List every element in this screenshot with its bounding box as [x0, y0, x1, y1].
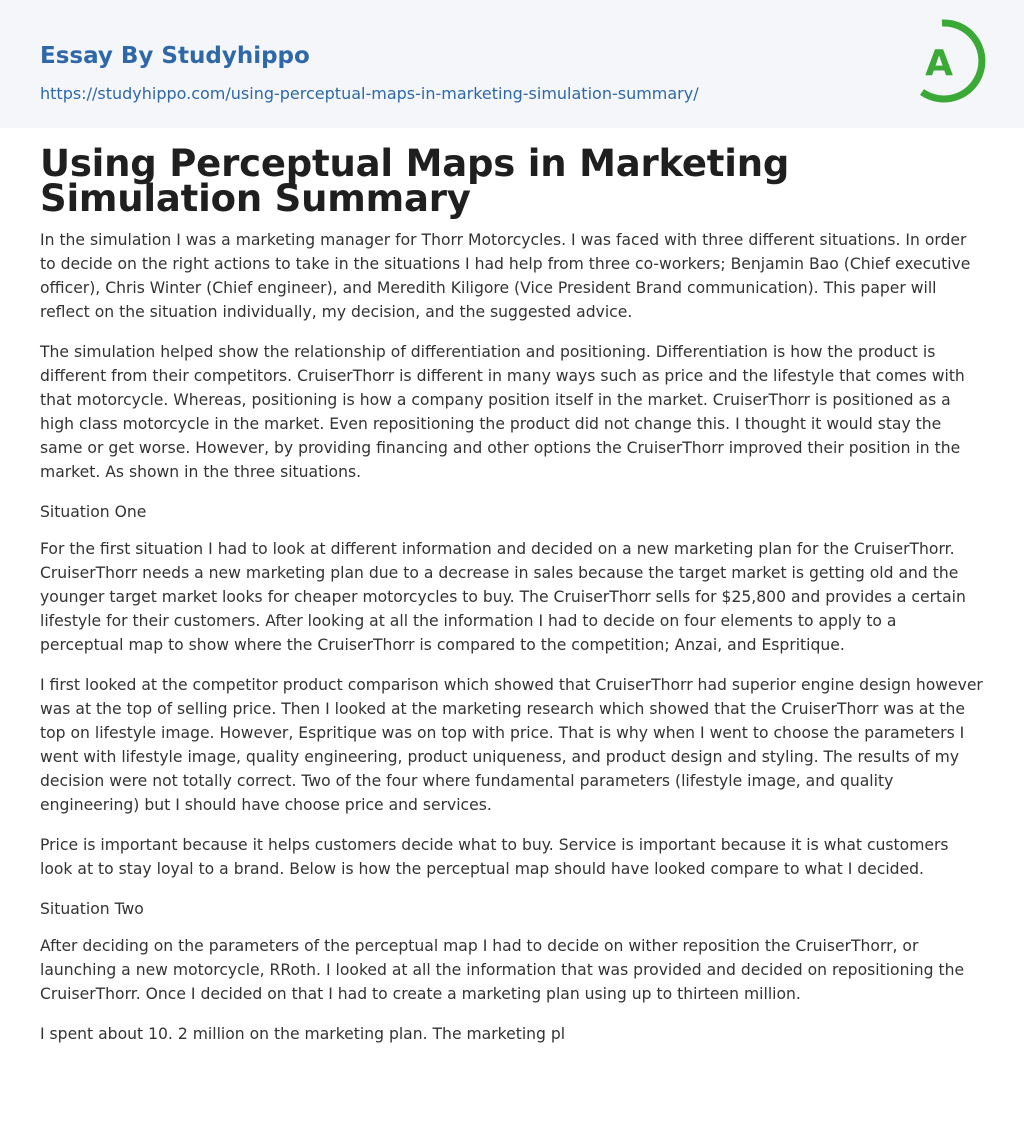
article: [0, 128, 1024, 1046]
paragraph: I spent about 10. 2 million on the marketing plan. The marketing pl: [40, 1025, 566, 1043]
logo-letter: A: [925, 43, 953, 84]
paragraph: Price is important because it helps customers decide what to buy. Service is important because it is what customers look at to stay loyal to a brand. Below is how the perceptual map should have looked compare to what I decided.: [40, 836, 949, 878]
site-header: [0, 0, 1024, 128]
section-heading: Situation One: [40, 503, 147, 521]
brand-title[interactable]: Essay By Studyhippo: [40, 43, 310, 69]
section-heading: Situation Two: [40, 900, 144, 918]
paragraph: I first looked at the competitor product comparison which showed that CruiserThorr had superior engine design however was at the top of selling price. Then I looked at the marketing research which showed that the CruiserThorr was at the top on lifestyle image. However, Espritique was on top with price. That is why when I went to choose the parameters I went with lifestyle image, quality engineering, product uniqueness, and product design and styling. The results of my decision were not totally correct. Two of the four where fundamental parameters (lifestyle image, and quality engineering) but I should have choose price and services.: [40, 676, 983, 814]
source-url-link[interactable]: https://studyhippo.com/using-perceptual-maps-in-marketing-simulation-summary/: [40, 84, 699, 103]
paragraph: In the simulation I was a marketing manager for Thorr Motorcycles. I was faced with three different situations. In order to decide on the right actions to take in the situations I had help from three co-workers; Benjamin Bao (Chief executive officer), Chris Winter (Chief engineer), and Meredith Kiligore (Vice President Brand communication). This paper will reflect on the situation individually, my decision, and the suggested advice.: [40, 231, 971, 321]
studyhippo-logo-icon[interactable]: [912, 19, 986, 105]
paragraph: The simulation helped show the relationship of differentiation and positioning. Differentiation is how the product is different from their competitors. CruiserThorr is different in many ways such as price and the lifestyle that comes with that motorcycle. Whereas, positioning is how a company position itself in the market. CruiserThorr is positioned as a high class motorcycle in the market. Even repositioning the product did not change this. I thought it would stay the same or get worse. However, by providing financing and other options the CruiserThorr improved their position in the market. As shown in the three situations.: [40, 343, 965, 481]
paragraph: After deciding on the parameters of the perceptual map I had to decide on wither reposition the CruiserThorr, or launching a new motorcycle, RRoth. I looked at all the information that was provided and decided on repositioning the CruiserThorr. Once I decided on that I had to create a marketing plan using up to thirteen million.: [40, 937, 965, 1003]
page-title: Using Perceptual Maps in Marketing Simulation Summary: [40, 142, 790, 220]
paragraph: For the first situation I had to look at different information and decided on a new marketing plan for the CruiserThorr. CruiserThorr needs a new marketing plan due to a decrease in sales because the target market is getting old and the younger target market looks for cheaper motorcycles to buy. The CruiserThorr sells for $25,800 and provides a certain lifestyle for their customers. After looking at all the information I had to decide on four elements to apply to a perceptual map to show where the CruiserThorr is compared to the competition; Anzai, and Espritique.: [40, 540, 966, 654]
